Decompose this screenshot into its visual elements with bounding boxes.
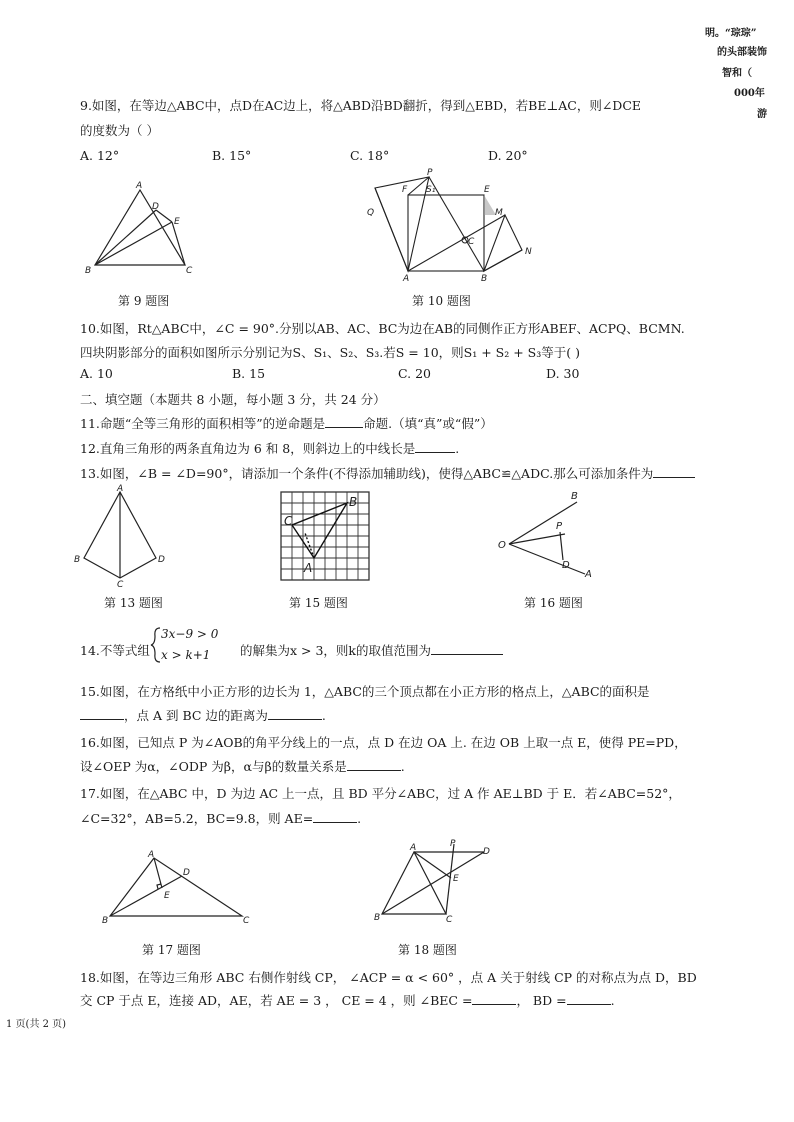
q10-choice-a: A. 10 [80, 366, 113, 381]
q18-l2b: ， BD = [516, 993, 567, 1008]
corner-text-2: 的头部装饰 [717, 47, 767, 58]
fig17-label-d: D [183, 868, 190, 878]
figure-16 [495, 490, 605, 585]
fig18-label-p: P [450, 839, 456, 849]
fig16-label-a: A [585, 569, 592, 580]
q18-line1: 18.如图，在等边三角形 ABC 右侧作射线 CP， ∠ACP = α < 60° ，点 A 关于射线 CP 的对称点为点 D，BD [80, 970, 697, 985]
q10-stem-line2: 四块阴影部分的面积如图所示分别记为S、S₁、S₂、S₃.若S = 10，则S₁ + S₂ + S₃等于( ) [80, 345, 580, 360]
figure-9 [80, 180, 210, 280]
fig9-label-e: E [174, 217, 180, 227]
fig13-label-b: B [74, 555, 81, 565]
figure-18 [374, 838, 504, 926]
q15-distance-blank[interactable] [268, 707, 322, 720]
fig13-label-a: A [117, 484, 124, 494]
fig13-label-d: D [158, 555, 165, 565]
fig17-label-c: C [243, 916, 250, 926]
fig15-label-a: A [304, 561, 313, 575]
fig10-caption: 第 10 题图 [412, 294, 471, 308]
fig10-label-e: E [484, 185, 490, 195]
corner-text-1: 明。“琮琮” [705, 28, 757, 39]
fig9-label-a: A [136, 181, 143, 191]
q16-answer-blank[interactable] [347, 758, 401, 771]
fig10-label-n: N [525, 247, 532, 257]
corner-text-5: 游 [757, 109, 767, 120]
q14-tail [240, 641, 503, 659]
fig15-caption: 第 15 题图 [289, 596, 348, 610]
fig10-label-m: M [495, 208, 503, 218]
q11-post: 命题.（填“真”或“假”） [363, 416, 493, 431]
fig18-caption: 第 18 题图 [398, 943, 457, 957]
q18-l2a: 交 CP 于点 E，连接 AD，AE，若 AE = 3 ， CE = 4 ，则 ∠BEC = [80, 993, 473, 1008]
figure-13 [74, 484, 165, 590]
fig9-label-b: B [85, 266, 92, 276]
q15-line2 [80, 706, 326, 724]
fig10-label-f: F [402, 185, 408, 195]
fig15-label-c: C [284, 514, 293, 528]
fig16-caption: 第 16 题图 [524, 596, 583, 610]
fig15-label-b: B [349, 495, 358, 509]
q15-l2-text: ，点 A 到 BC 边的距离为 [124, 708, 268, 723]
q11-answer-blank[interactable] [325, 415, 363, 428]
q15-line1: 15.如图，在方格纸中小正方形的边长为 1，△ABC的三个顶点都在小正方形的格点上，△ABC的面积是 [80, 684, 650, 699]
q18-line2 [80, 991, 615, 1009]
fig10-label-b: B [481, 274, 488, 284]
q18-bd-blank[interactable] [567, 992, 611, 1005]
q16-line2 [80, 757, 405, 775]
q17-l2-text: ∠C=32°，AB=5.2，BC=9.8，则 AE= [80, 811, 314, 826]
fig18-label-d: D [483, 847, 490, 857]
fig10-label-c: C [468, 237, 475, 247]
q10-choice-c: C. 20 [398, 366, 431, 381]
page-footer: 1 页(共 2 页) [6, 1019, 67, 1030]
corner-text-4: 000年 [734, 88, 765, 99]
q13-pre: 13.如图，∠B = ∠D=90°，请添加一个条件(不得添加辅助线)，使得△ABC≌△ADC.那么可添加条件为 [80, 466, 654, 481]
fig17-label-a: A [148, 850, 155, 860]
q12-post: . [455, 441, 460, 456]
q9-choice-d: D. 20° [488, 148, 528, 163]
figure-10 [365, 170, 535, 282]
q12 [80, 439, 459, 457]
q10-choice-d: D. 30 [546, 366, 580, 381]
figure-15 [281, 492, 369, 580]
q18-l2-end: . [610, 993, 615, 1008]
fig13-caption: 第 13 题图 [104, 596, 163, 610]
q9-stem-line2: 的度数为（ ） [80, 123, 159, 138]
q14-row1: 3x−9 > 0 [161, 627, 219, 641]
fig10-label-p: P [427, 168, 433, 178]
q16-l2-end: . [400, 759, 405, 774]
q12-pre: 12.直角三角形的两条直角边为 6 和 8，则斜边上的中线长是 [80, 441, 416, 456]
q17-line2 [80, 809, 361, 827]
q9-choice-c: C. 18° [350, 148, 390, 163]
fig10-label-a: A [403, 274, 410, 284]
q9-stem-line1: 9.如图，在等边△ABC中，点D在AC边上，将△ABD沿BD翻折，得到△EBD，若BE⊥AC，则∠DCE [80, 98, 642, 113]
fig18-label-b: B [374, 913, 381, 923]
fig13-label-c: C [117, 580, 124, 590]
q9-choice-a: A. 12° [80, 148, 120, 163]
q10-stem-line1: 10.如图，Rt△ABC中，∠C = 90°.分别以AB、AC、BC为边在AB的同侧作正方形ABEF、ACPQ、BCMN. [80, 321, 685, 336]
q18-angle-blank[interactable] [472, 992, 516, 1005]
fig9-caption: 第 9 题图 [118, 294, 170, 308]
q13-answer-blank[interactable] [653, 465, 695, 478]
q17-l2-end: . [357, 811, 362, 826]
fig16-label-b: B [571, 491, 578, 502]
fig18-label-a: A [410, 843, 417, 853]
q9-choice-b: B. 15° [212, 148, 252, 163]
fig16-label-o: O [498, 540, 506, 551]
fig17-label-b: B [102, 916, 109, 926]
q15-l2-end: . [321, 708, 326, 723]
q14-pre: 14.不等式组 [80, 643, 150, 658]
q16-l2-text: 设∠OEP 为α，∠ODP 为β，α与β的数量关系是 [80, 759, 347, 774]
q14-post: 的解集为x > 3，则k的取值范围为 [240, 643, 431, 658]
q13 [80, 464, 695, 482]
q17-line1: 17.如图，在△ABC 中，D 为边 AC 上一点，且 BD 平分∠ABC，过 A 作 AE⊥BD 于 E．若∠ABC=52°， [80, 786, 681, 801]
figure-17 [102, 848, 252, 926]
fig10-label-q: Q [367, 208, 375, 218]
fig9-label-c: C [186, 266, 193, 276]
q14-row2: x > k+1 [161, 648, 211, 662]
q11-pre: 11.命题“全等三角形的面积相等”的逆命题是 [80, 416, 326, 431]
q11 [80, 414, 493, 432]
q16-line1: 16.如图，已知点 P 为∠AOB的角平分线上的一点，点 D 在边 OA 上. 在边 OB 上取一点 E，使得 PE=PD， [80, 735, 687, 750]
q10-choice-b: B. 15 [232, 366, 266, 381]
q12-answer-blank[interactable] [415, 440, 455, 453]
fig10-label-s1: S₁ [426, 185, 436, 195]
corner-text-3: 智和（ [722, 68, 752, 79]
fig9-label-d: D [152, 202, 159, 212]
fig18-label-e: E [453, 874, 459, 884]
fig17-label-e: E [164, 891, 170, 901]
q17-answer-blank[interactable] [313, 810, 357, 823]
fig18-label-c: C [446, 915, 453, 925]
q15-area-blank[interactable] [80, 707, 124, 720]
fig16-label-d: D [562, 560, 570, 571]
fig17-caption: 第 17 题图 [142, 943, 201, 957]
q14-answer-blank[interactable] [431, 642, 503, 655]
section-2-heading: 二、填空题（本题共 8 小题，每小题 3 分，共 24 分） [80, 392, 386, 407]
fig16-label-p: P [556, 521, 563, 532]
